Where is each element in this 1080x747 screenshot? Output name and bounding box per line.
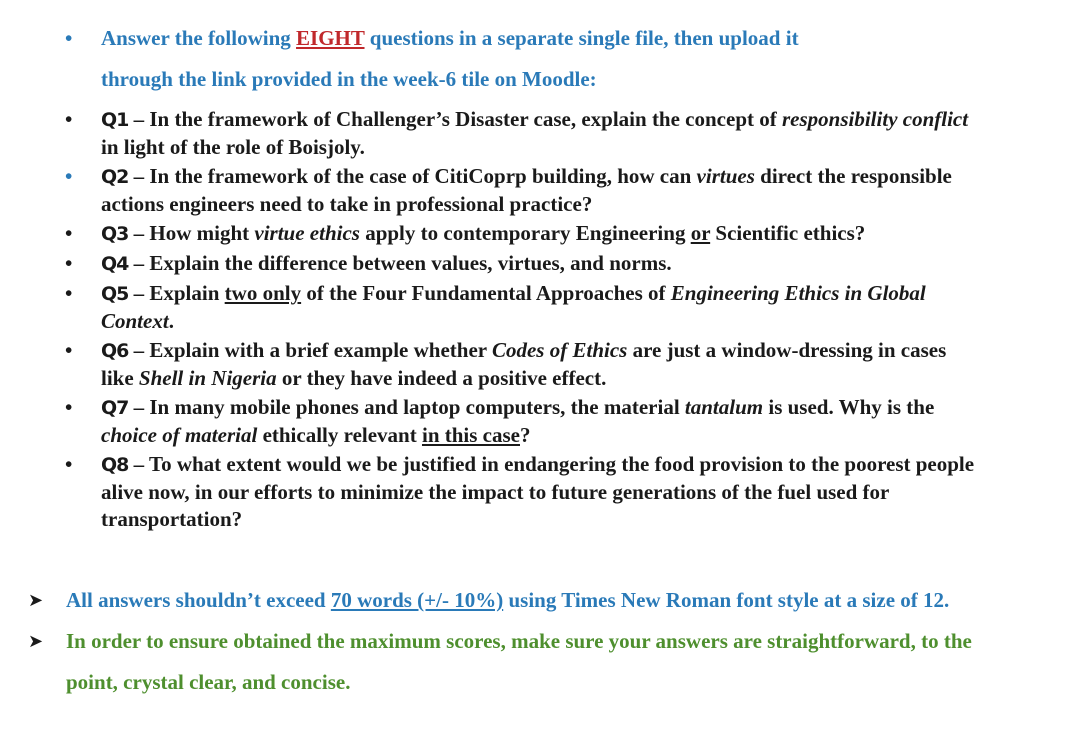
arrowhead-bullet-icon: ➤ xyxy=(28,631,44,652)
question-item-q6 xyxy=(65,337,981,392)
question-item-q7 xyxy=(65,394,981,449)
intro-text-line1-end: questions in a separate single file, then upload it xyxy=(364,26,799,50)
question-emphasis: tantalum xyxy=(684,395,764,419)
question-underline: two only xyxy=(224,281,302,305)
question-text: – In the framework of Challenger’s Disaster case, explain the concept of xyxy=(128,107,782,131)
question-emphasis: virtue ethics xyxy=(254,221,360,245)
question-emphasis: virtues xyxy=(696,164,755,188)
question-number: Q6 xyxy=(101,340,129,362)
bullet-dot-icon: • xyxy=(65,107,73,131)
question-number: Q1 xyxy=(101,109,129,131)
question-text: – In many mobile phones and laptop computers, the material xyxy=(128,395,685,419)
intro-text-start: Answer the following xyxy=(101,26,297,50)
notes-list xyxy=(28,580,986,703)
note-text: In order to ensure obtained the maximum scores, make sure your answers are straightforward, to the point, crystal clear, and concise. xyxy=(66,629,972,694)
question-text: is used. Why is the xyxy=(763,395,935,419)
question-text: ethically relevant xyxy=(257,423,422,447)
question-underline: in this case xyxy=(421,423,520,447)
question-number: Q2 xyxy=(101,166,129,188)
note-text: All answers shouldn’t exceed xyxy=(66,588,331,612)
arrowhead-bullet-icon: ➤ xyxy=(28,590,44,611)
bullet-dot-icon: • xyxy=(65,251,73,275)
question-item-q3 xyxy=(65,220,981,248)
question-number: Q4 xyxy=(101,253,129,275)
question-item-q4 xyxy=(65,250,981,278)
question-text: – Explain with a brief example whether xyxy=(128,338,492,362)
bullet-dot-icon: • xyxy=(65,221,73,245)
bullet-dot-icon: • xyxy=(65,164,73,188)
questions-list xyxy=(65,106,981,535)
intro-paragraph xyxy=(65,18,981,100)
intro-highlight-eight: EIGHT xyxy=(296,26,365,50)
bullet-dot-icon: • xyxy=(65,452,73,476)
question-emphasis: Codes of Ethics xyxy=(491,338,628,362)
note-scoring xyxy=(28,621,986,703)
question-number: Q8 xyxy=(101,454,129,476)
question-text: Scientific ethics? xyxy=(710,221,866,245)
question-emphasis: Engineering Ethics in Global Context xyxy=(101,281,926,333)
question-emphasis: Shell in Nigeria xyxy=(138,366,277,390)
question-item-q8 xyxy=(65,451,981,533)
note-underline: 70 words (+/- 10%) xyxy=(330,588,504,612)
question-text: – To what extent would we be justified in endangering the food provision to the poorest people alive now, in our efforts to minimize the impact to future generations of the fuel used for transportation? xyxy=(101,452,975,531)
note-text: using Times New Roman font style at a size of 12. xyxy=(503,588,950,612)
question-text: – In the framework of the case of CitiCoprp building, how can xyxy=(128,164,697,188)
question-number: Q3 xyxy=(101,223,129,245)
question-text: – How might xyxy=(128,221,255,245)
question-text: apply to contemporary Engineering xyxy=(359,221,691,245)
note-word-limit xyxy=(28,580,986,621)
question-text: or they have indeed a positive effect. xyxy=(276,366,607,390)
question-underline: or xyxy=(690,221,711,245)
bullet-dot-icon: • xyxy=(65,281,73,305)
bullet-dot-icon: • xyxy=(65,26,73,50)
question-text: ? xyxy=(520,423,531,447)
question-text: of the Four Fundamental Approaches of xyxy=(301,281,671,305)
bullet-dot-icon: • xyxy=(65,338,73,362)
intro-text-line2: through the link provided in the week-6 tile on Moodle: xyxy=(101,67,597,91)
question-number: Q7 xyxy=(101,397,129,419)
question-emphasis: responsibility conflict xyxy=(782,107,969,131)
question-item-q2 xyxy=(65,163,981,218)
question-text: – Explain the difference between values, virtues, and norms. xyxy=(128,251,672,275)
bullet-dot-icon: • xyxy=(65,395,73,419)
question-text: direct the responsible actions engineers need to take in professional practice? xyxy=(101,164,952,216)
question-text: – Explain xyxy=(128,281,225,305)
question-emphasis: choice of material xyxy=(101,423,258,447)
question-number: Q5 xyxy=(101,283,129,305)
question-text: . xyxy=(168,309,174,333)
question-item-q1 xyxy=(65,106,981,161)
question-text: in light of the role of Boisjoly. xyxy=(101,135,365,159)
question-item-q5 xyxy=(65,280,981,335)
question-text: are just a window-dressing in cases like xyxy=(101,338,947,390)
